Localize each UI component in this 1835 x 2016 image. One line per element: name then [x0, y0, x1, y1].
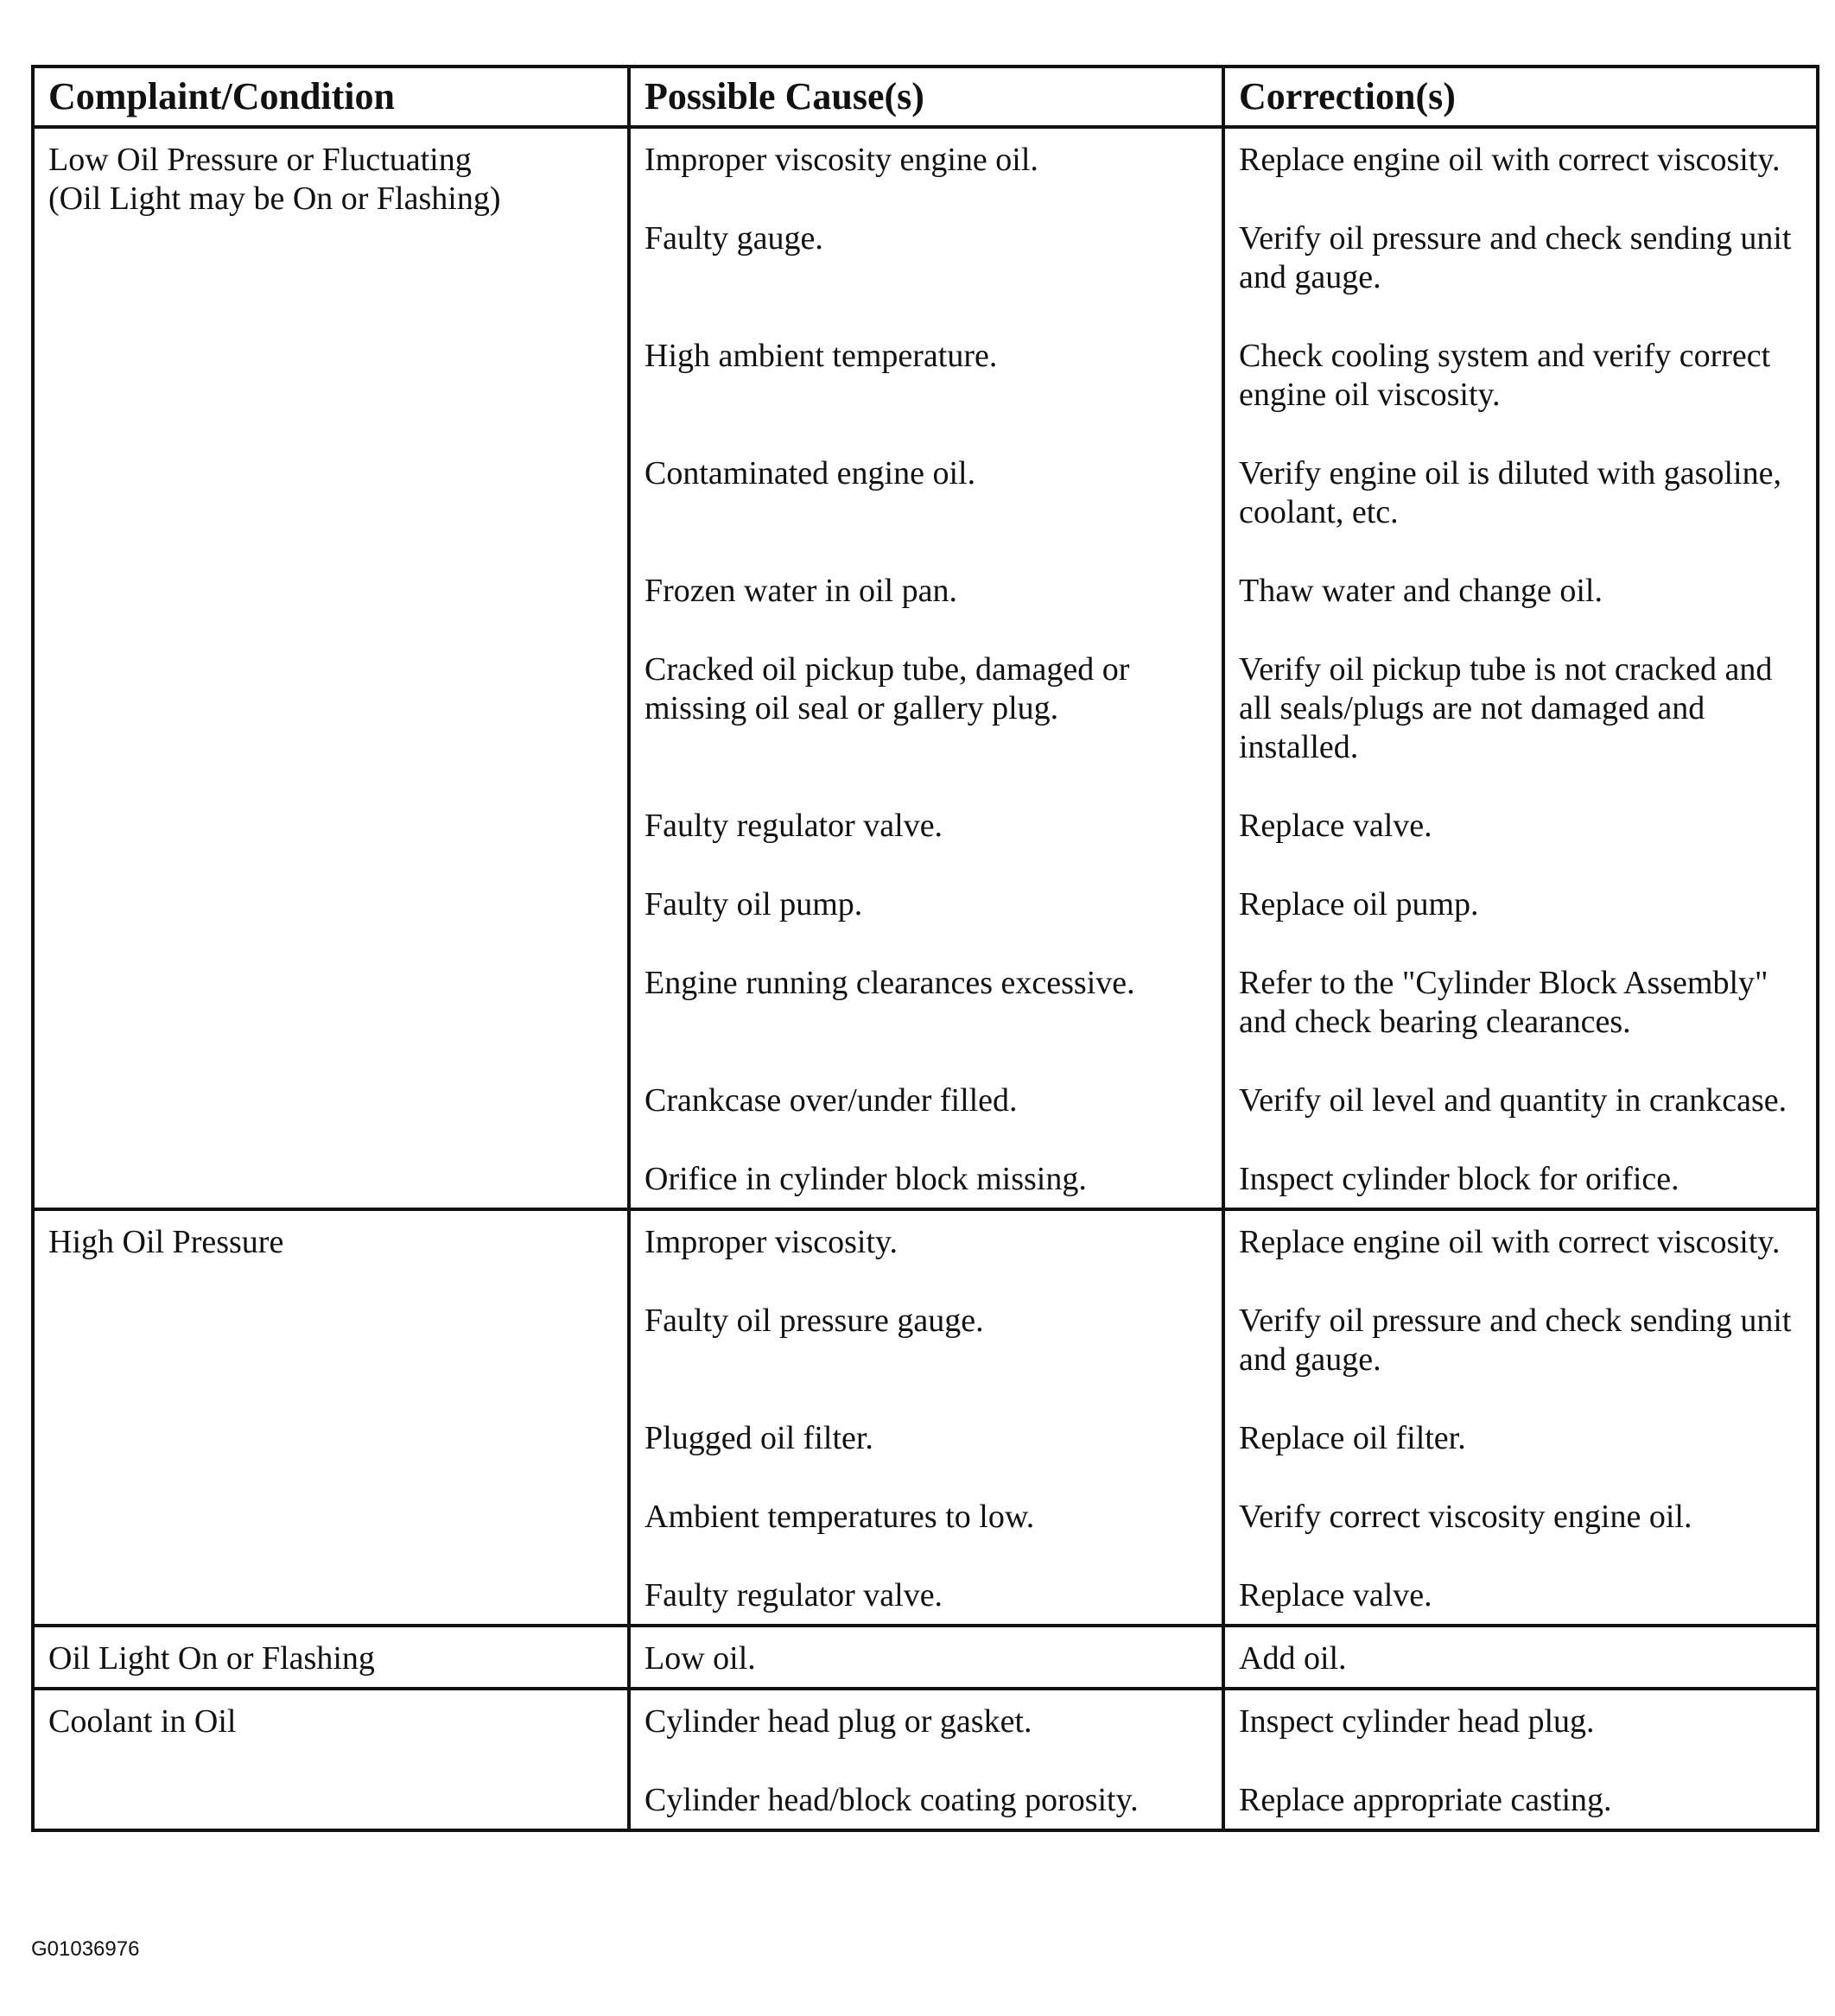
- troubleshooting-table-container: [31, 65, 1816, 1832]
- correction-text: Verify engine oil is diluted with gasoline, coolant, etc.: [1239, 455, 1781, 530]
- cause-text: Faulty regulator valve.: [644, 1577, 943, 1613]
- header-cause: Possible Cause(s): [629, 67, 1223, 127]
- table-row: [33, 127, 1818, 1209]
- correction-text: Replace valve.: [1239, 808, 1432, 844]
- correction-text: Verify oil pressure and check sending unit and gauge.: [1239, 220, 1792, 295]
- figure-number: G01036976: [31, 1937, 140, 1961]
- table-row: [33, 1689, 1818, 1830]
- cause-text: Plugged oil filter.: [644, 1420, 873, 1456]
- correction-text: Replace engine oil with correct viscosity.: [1239, 142, 1781, 178]
- correction-text: Replace appropriate casting.: [1239, 1782, 1612, 1818]
- correction-text: Verify oil level and quantity in crankcase.: [1239, 1082, 1787, 1119]
- condition-cell: [33, 127, 629, 1209]
- correction-text: Verify correct viscosity engine oil.: [1239, 1499, 1692, 1535]
- condition-cell: [33, 1626, 629, 1689]
- correction-text: Refer to the "Cylinder Block Assembly" and check bearing clearances.: [1239, 965, 1768, 1040]
- cause-text: Cracked oil pickup tube, damaged or missing oil seal or gallery plug.: [644, 651, 1130, 726]
- condition-cell: [33, 1689, 629, 1830]
- correction-cell: [1223, 1689, 1818, 1830]
- cause-text: High ambient temperature.: [644, 338, 998, 374]
- troubleshooting-table: [31, 65, 1819, 1832]
- correction-cell: [1223, 1626, 1818, 1689]
- cause-text: Faulty oil pressure gauge.: [644, 1303, 984, 1339]
- condition-text: High Oil Pressure: [48, 1224, 284, 1260]
- correction-text: Inspect cylinder head plug.: [1239, 1703, 1595, 1740]
- cause-text: Engine running clearances excessive.: [644, 965, 1135, 1001]
- cause-text: Orifice in cylinder block missing.: [644, 1161, 1087, 1197]
- cause-text: Cylinder head/block coating porosity.: [644, 1782, 1139, 1818]
- correction-text: Verify oil pickup tube is not cracked and all seals/plugs are not damaged and installed.: [1239, 651, 1773, 765]
- cause-text: Contaminated engine oil.: [644, 455, 976, 491]
- condition-cell: [33, 1209, 629, 1626]
- correction-text: Check cooling system and verify correct engine oil viscosity.: [1239, 338, 1771, 413]
- table-row: [33, 1626, 1818, 1689]
- header-correction: Correction(s): [1223, 67, 1818, 127]
- header-complaint: Complaint/Condition: [33, 67, 629, 127]
- correction-text: Inspect cylinder block for orifice.: [1239, 1161, 1679, 1197]
- cause-text: Frozen water in oil pan.: [644, 573, 957, 609]
- cause-cell: [629, 1209, 1223, 1626]
- cause-text: Low oil.: [644, 1640, 756, 1677]
- cause-text: Faulty oil pump.: [644, 886, 863, 922]
- cause-text: Cylinder head plug or gasket.: [644, 1703, 1032, 1740]
- correction-cell: [1223, 127, 1818, 1209]
- correction-cell: [1223, 1209, 1818, 1626]
- cause-text: Improper viscosity engine oil.: [644, 142, 1038, 178]
- cause-text: Crankcase over/under filled.: [644, 1082, 1018, 1119]
- correction-text: Replace valve.: [1239, 1577, 1432, 1613]
- cause-text: Ambient temperatures to low.: [644, 1499, 1035, 1535]
- cause-cell: [629, 1626, 1223, 1689]
- correction-text: Replace oil filter.: [1239, 1420, 1466, 1456]
- cause-text: Improper viscosity.: [644, 1224, 898, 1260]
- correction-text: Replace engine oil with correct viscosity.: [1239, 1224, 1781, 1260]
- cause-cell: [629, 127, 1223, 1209]
- correction-text: Verify oil pressure and check sending unit and gauge.: [1239, 1303, 1792, 1378]
- correction-text: Replace oil pump.: [1239, 886, 1479, 922]
- condition-text: Coolant in Oil: [48, 1703, 237, 1740]
- table-row: [33, 1209, 1818, 1626]
- correction-text: Add oil.: [1239, 1640, 1347, 1677]
- header-row: [33, 67, 1818, 127]
- cause-text: Faulty regulator valve.: [644, 808, 943, 844]
- cause-text: Faulty gauge.: [644, 220, 823, 257]
- table-body: [33, 127, 1818, 1830]
- cause-cell: [629, 1689, 1223, 1830]
- correction-text: Thaw water and change oil.: [1239, 573, 1603, 609]
- condition-text: Low Oil Pressure or Fluctuating (Oil Light may be On or Flashing): [48, 142, 501, 217]
- condition-text: Oil Light On or Flashing: [48, 1640, 375, 1677]
